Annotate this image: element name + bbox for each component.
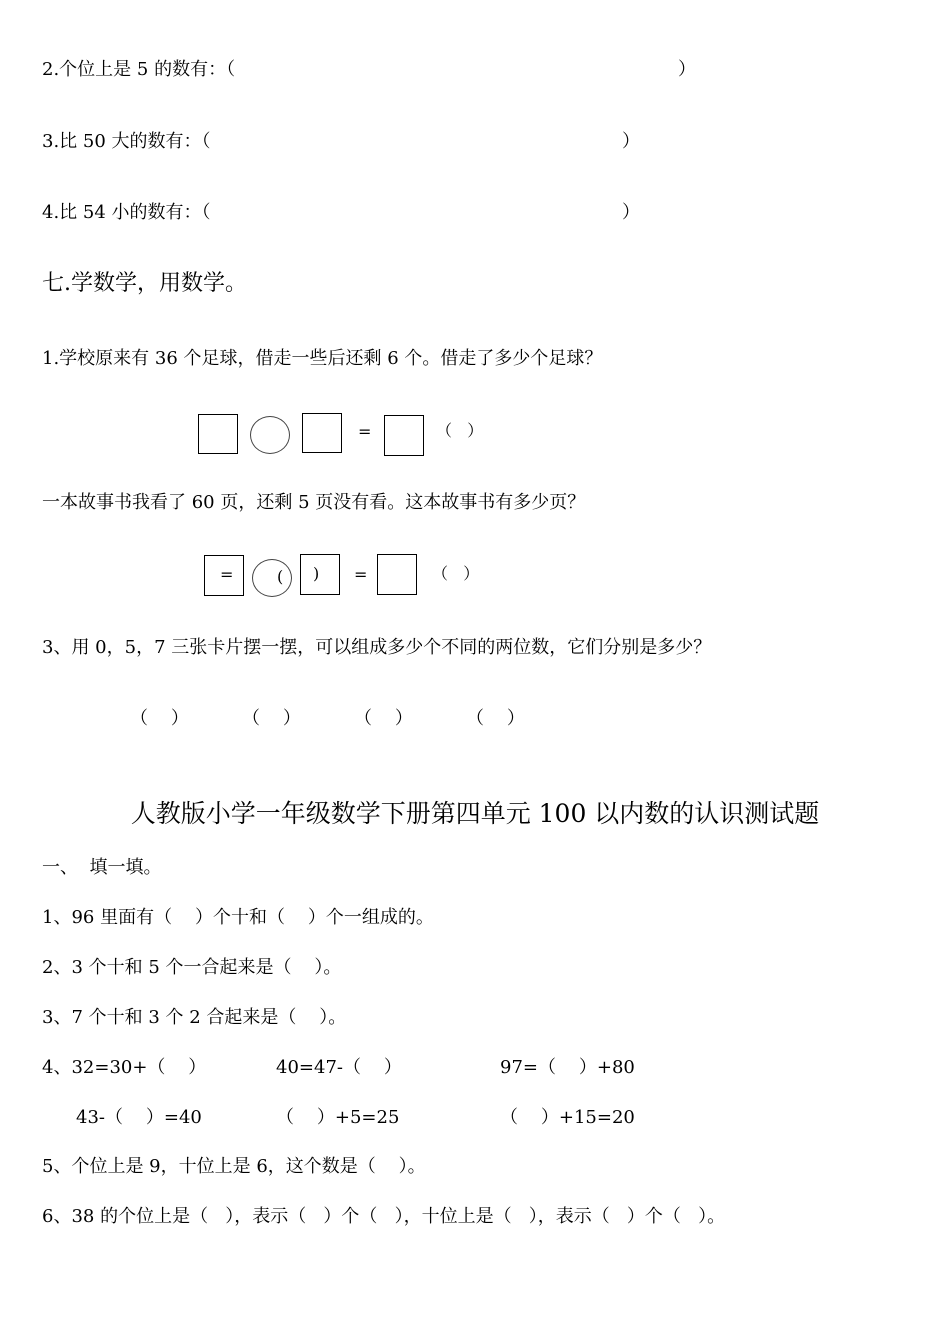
question-2-close-paren: ） bbox=[678, 59, 696, 80]
two-digit-blank[interactable]: （ ） bbox=[466, 708, 525, 729]
fill-question-1: 1、96 里面有（ ）个十和（ ）个一组成的。 bbox=[42, 907, 434, 928]
fill-question-4f: （ ）+15=20 bbox=[500, 1107, 635, 1128]
question-2-ones-digit-5: 2.个位上是 5 的数有：（ bbox=[42, 59, 236, 80]
fill-question-4a: 4、32=30+（ ） bbox=[42, 1057, 207, 1078]
question-4-close-paren: ） bbox=[622, 202, 640, 223]
answer-box[interactable] bbox=[300, 554, 340, 595]
fill-question-4d: 43-（ ）=40 bbox=[76, 1107, 202, 1128]
equals-sign: = bbox=[354, 565, 368, 584]
two-digit-blank[interactable]: （ ） bbox=[354, 708, 413, 729]
problem-3-text: 3、用 0，5，7 三张卡片摆一摆，可以组成多少个不同的两位数，它们分别是多少？ bbox=[42, 637, 712, 658]
two-digit-blank[interactable]: （ ） bbox=[242, 708, 301, 729]
fill-question-2: 2、3 个十和 5 个一合起来是（ ）。 bbox=[42, 957, 342, 978]
unit-answer-parens: （ ） bbox=[432, 564, 480, 583]
fill-question-3: 3、7 个十和 3 个 2 合起来是（ ）。 bbox=[42, 1007, 347, 1028]
two-digit-blank[interactable]: （ ） bbox=[130, 708, 189, 729]
equals-sign: = bbox=[358, 422, 372, 441]
test-title: 人教版小学一年级数学下册第四单元 100 以内数的认识测试题 bbox=[130, 799, 820, 828]
section-1-heading: 一、 填一填。 bbox=[42, 857, 162, 878]
unit-answer-parens: （ ） bbox=[436, 421, 484, 440]
section-7-heading: 七.学数学，用数学。 bbox=[42, 271, 247, 296]
answer-box[interactable] bbox=[302, 413, 342, 453]
fill-question-6: 6、38 的个位上是（ ），表示（ ）个（ ），十位上是（ ），表示（ ）个（ ）。 bbox=[42, 1206, 726, 1227]
answer-box[interactable] bbox=[377, 554, 417, 595]
answer-box[interactable] bbox=[198, 414, 238, 454]
answer-box-text: = bbox=[220, 565, 234, 584]
answer-box[interactable] bbox=[384, 415, 424, 456]
answer-box[interactable] bbox=[204, 555, 244, 596]
fill-question-4c: 97=（ ）+80 bbox=[500, 1057, 635, 1078]
fill-question-5: 5、个位上是 9，十位上是 6，这个数是（ ）。 bbox=[42, 1156, 426, 1177]
fill-question-4b: 40=47-（ ） bbox=[276, 1057, 402, 1078]
question-3-close-paren: ） bbox=[622, 131, 640, 152]
operator-circle[interactable] bbox=[252, 559, 292, 597]
operator-circle[interactable] bbox=[250, 416, 290, 454]
answer-box-text: ) bbox=[313, 564, 320, 583]
question-4-less-than-54: 4.比 54 小的数有：（ bbox=[42, 202, 211, 223]
fill-question-4e: （ ）+5=25 bbox=[276, 1107, 400, 1128]
operator-circle-text: ( bbox=[277, 567, 284, 586]
problem-2-text: 一本故事书我看了 60 页，还剩 5 页没有看。这本故事书有多少页？ bbox=[42, 492, 586, 513]
question-3-greater-than-50: 3.比 50 大的数有：（ bbox=[42, 131, 211, 152]
problem-1-text: 1.学校原来有 36 个足球，借走一些后还剩 6 个。借走了多少个足球？ bbox=[42, 348, 603, 369]
